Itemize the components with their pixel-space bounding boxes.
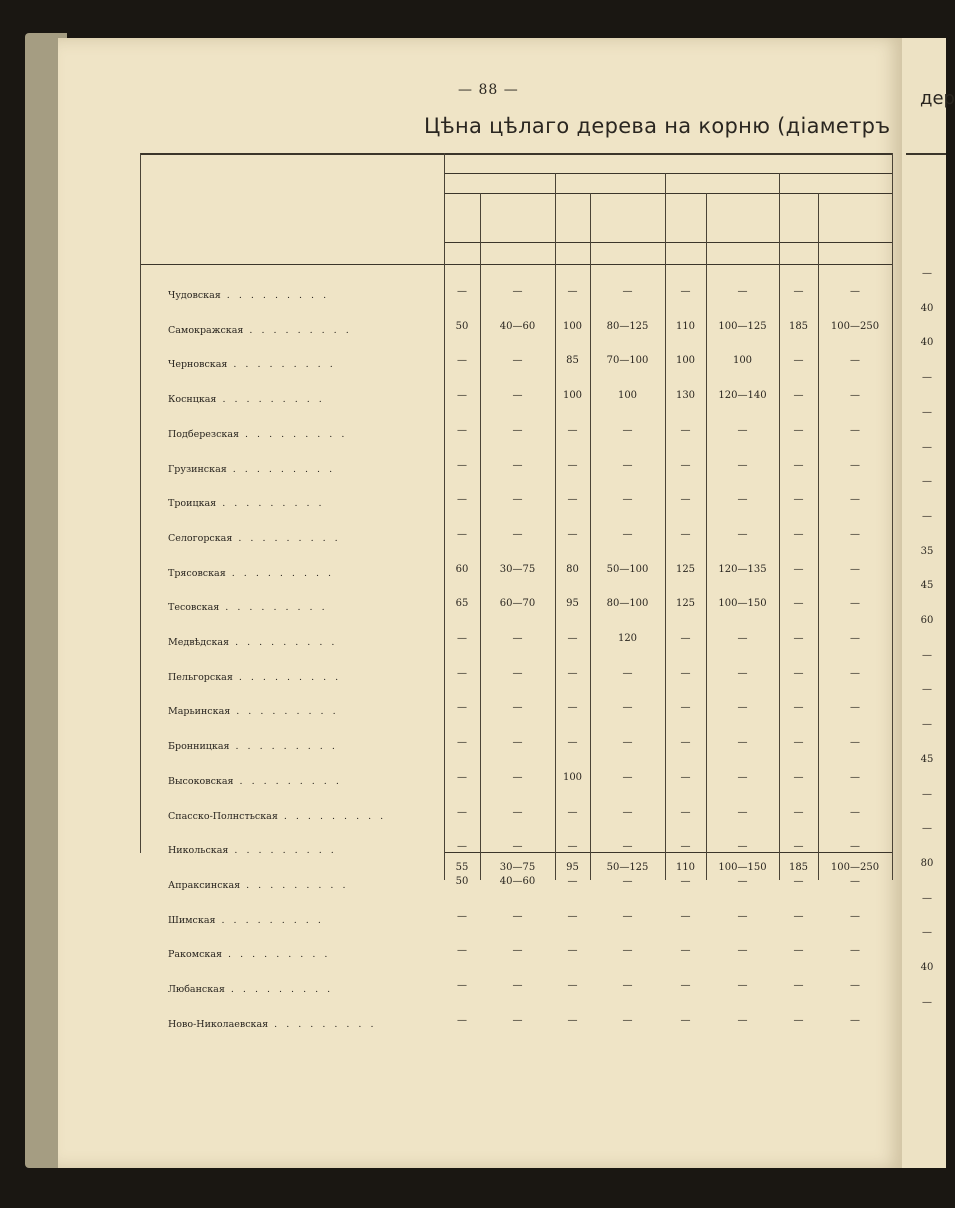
table-cell: —	[793, 841, 804, 853]
table-cell: —	[622, 980, 633, 991]
table-cell: —	[512, 390, 523, 402]
table-cell: 80—100	[606, 598, 649, 610]
page-number: — 88 —	[458, 82, 519, 98]
table-cell: —	[737, 806, 748, 818]
table-cell: —	[457, 494, 467, 506]
table-cell: —	[850, 910, 860, 922]
row-name-label: Селогорская	[168, 532, 233, 544]
table-cell: —	[457, 424, 467, 436]
row-name	[168, 429, 347, 440]
row-name	[168, 845, 337, 856]
table-cell: —	[850, 633, 860, 644]
row-name	[168, 915, 324, 926]
row-name-label: Троицкая	[168, 498, 217, 510]
table-cell: 110	[675, 320, 696, 332]
table-cell: —	[850, 737, 860, 749]
row-name	[168, 776, 342, 787]
row-name-label: Никольская	[168, 845, 229, 857]
table-cell: 120	[617, 633, 638, 644]
leader-dots: . . . . . . . . .	[232, 532, 341, 544]
row-name-label: Бронницкая	[168, 741, 230, 753]
table-cell: —	[850, 771, 860, 783]
table-cell: —	[512, 286, 523, 297]
total-cell: 50—125	[606, 862, 649, 873]
table-cell: —	[622, 737, 633, 749]
table-cell: 65	[455, 598, 469, 610]
table-cell: —	[622, 459, 633, 471]
table-cell: —	[457, 459, 467, 471]
facing-rule	[906, 153, 946, 155]
table-cell: —	[850, 459, 860, 471]
table-cell: —	[737, 945, 748, 957]
table-cell: —	[850, 598, 860, 610]
table-cell: —	[567, 806, 578, 818]
row-name-label: Пельгорская	[168, 671, 233, 683]
table-cell: —	[567, 633, 578, 644]
table-cell: —	[680, 841, 691, 853]
table-cell: —	[850, 806, 860, 818]
table-cell: —	[850, 494, 860, 506]
table-cell: 100—150	[718, 598, 767, 610]
leader-dots: . . . . . . . . .	[232, 671, 342, 683]
table-cell: —	[850, 980, 860, 991]
table-cell: —	[622, 286, 633, 297]
table-cell: —	[457, 980, 467, 991]
total-cell: 185	[788, 862, 809, 873]
leader-dots: . . . . . . . . .	[230, 706, 339, 718]
table-top-rule	[140, 153, 892, 155]
table-cell: 40—60	[499, 875, 536, 887]
table-cell: —	[622, 945, 633, 957]
table-cell: 95	[566, 598, 579, 610]
name-column-rule	[140, 153, 141, 853]
table-cell: —	[793, 771, 804, 783]
row-name-label: Самокражская	[168, 324, 244, 336]
table-cell: —	[850, 390, 860, 402]
leader-dots: . . . . . . . . .	[228, 845, 337, 857]
leader-dots: . . . . . . . . .	[219, 602, 328, 614]
page-title: Цѣна цѣлаго дерева на корню (діаметръ	[424, 114, 891, 138]
total-cell: 55	[455, 862, 469, 873]
table-cell: 100	[562, 771, 583, 783]
leader-dots: . . . . . . . . .	[227, 359, 336, 371]
table-cell: —	[793, 390, 804, 402]
table-cell: —	[567, 459, 578, 471]
table-cell: —	[680, 667, 691, 679]
row-name	[168, 741, 338, 752]
facing-cell: —	[922, 441, 932, 453]
row-name-label: Грузинская	[168, 463, 227, 475]
table-cell: —	[793, 1014, 804, 1026]
table-cell: —	[737, 286, 748, 297]
row-name-label: Медвѣдская	[168, 637, 230, 648]
row-name	[168, 672, 341, 683]
facing-cell: —	[922, 684, 932, 696]
table-cell: 30—75	[499, 563, 536, 575]
table-cell: —	[680, 633, 691, 644]
header-sub-rule	[444, 242, 892, 243]
leader-dots: . . . . . . . . .	[215, 914, 324, 926]
leader-dots: . . . . . . . . .	[216, 394, 325, 406]
table-cell: 40—60	[499, 320, 536, 332]
table-cell: —	[793, 563, 804, 575]
table-cell: —	[793, 910, 804, 922]
table-cell: —	[567, 737, 578, 749]
table-cell: —	[622, 875, 633, 887]
facing-cell: —	[922, 996, 932, 1008]
row-name	[168, 394, 325, 405]
row-name-label: Ракомская	[168, 949, 223, 961]
table-cell: —	[793, 702, 804, 714]
table-cell: —	[850, 355, 860, 367]
table-cell: —	[457, 355, 467, 367]
table-cell: —	[680, 424, 691, 436]
leader-dots: . . . . . . . . .	[229, 637, 338, 648]
facing-cell: —	[922, 268, 932, 279]
row-name-label: Черновская	[168, 359, 228, 371]
row-name-label: Тесовская	[168, 602, 220, 614]
facing-cell: —	[922, 788, 932, 800]
table-cell: —	[850, 702, 860, 714]
table-cell: —	[737, 494, 748, 506]
table-cell: —	[793, 355, 804, 367]
table-cell: —	[512, 702, 523, 714]
leader-dots: . . . . . . . . .	[243, 324, 352, 336]
table-cell: —	[512, 737, 523, 749]
table-cell: —	[850, 1014, 860, 1026]
leader-dots: . . . . . . . . .	[226, 463, 336, 475]
table-cell: —	[737, 528, 748, 540]
table-cell: —	[680, 702, 691, 714]
facing-cell: 45	[920, 753, 934, 765]
table-cell: —	[567, 702, 578, 714]
table-cell: —	[793, 945, 804, 957]
table-cell: —	[512, 945, 523, 957]
table-cell: —	[850, 424, 860, 436]
table-cell: 100	[675, 355, 696, 367]
row-name	[168, 811, 386, 822]
row-name	[168, 602, 328, 613]
facing-cell: 40	[920, 962, 934, 973]
table-cell: —	[457, 633, 467, 644]
header-size-rule	[444, 193, 892, 194]
table-cell: —	[622, 806, 633, 818]
table-cell: —	[793, 806, 804, 818]
leader-dots: . . . . . . . . .	[229, 741, 338, 753]
table-cell: —	[512, 528, 523, 540]
row-name-label: Подберезская	[168, 428, 239, 440]
row-name-label: Чудовская	[168, 290, 221, 301]
row-name	[168, 706, 339, 717]
facing-cell: —	[922, 510, 932, 522]
table-cell: —	[512, 980, 523, 991]
facing-cell: —	[922, 823, 932, 835]
table-cell: —	[737, 1014, 748, 1026]
leader-dots: . . . . . . . . .	[224, 984, 334, 995]
table-cell: —	[457, 702, 467, 714]
leader-dots: . . . . . . . . .	[240, 879, 349, 891]
table-cell: —	[737, 667, 748, 679]
table-cell: —	[567, 494, 578, 506]
table-cell: —	[457, 737, 467, 749]
facing-cell: —	[922, 372, 932, 384]
table-cell: —	[622, 771, 633, 783]
facing-cell: —	[922, 649, 932, 661]
table-cell: —	[622, 667, 633, 679]
row-name-label: Ново-Николаевская	[168, 1018, 269, 1030]
table-cell: —	[793, 633, 804, 644]
total-cell: 30—75	[499, 862, 536, 873]
facing-cell: 40	[920, 337, 934, 349]
table-cell: —	[622, 841, 633, 853]
facing-cell: —	[922, 406, 932, 418]
table-cell: —	[680, 910, 691, 922]
leader-dots: . . . . . . . . .	[222, 949, 331, 961]
facing-cell: —	[922, 927, 932, 939]
facing-cell: 60	[920, 615, 934, 626]
table-cell: —	[850, 945, 860, 957]
table-cell: —	[680, 494, 691, 506]
table-cell: —	[680, 459, 691, 471]
table-cell: 100—250	[830, 320, 880, 332]
facing-cell: 40	[920, 302, 934, 314]
row-name	[168, 325, 352, 336]
row-name-label: Высоковская	[168, 775, 234, 787]
table-cell: 60—70	[499, 598, 536, 610]
facing-cell: 80	[920, 857, 934, 869]
facing-cell: —	[922, 719, 932, 731]
table-cell: —	[567, 980, 578, 991]
table-cell: —	[737, 737, 748, 749]
table-cell: —	[850, 563, 860, 575]
table-cell: —	[622, 910, 633, 922]
table-cell: —	[512, 771, 523, 783]
leader-dots: . . . . . . . . .	[216, 498, 325, 510]
row-name	[168, 568, 334, 579]
table-cell: —	[850, 286, 860, 297]
table-cell: 125	[675, 563, 696, 575]
table-cell: 50—100	[606, 563, 649, 575]
table-cell: —	[737, 424, 748, 436]
header-species-rule	[444, 173, 892, 174]
table-cell: 60	[455, 563, 469, 575]
facing-cell: 45	[920, 580, 934, 592]
table-cell: —	[737, 459, 748, 471]
table-cell: —	[567, 286, 578, 297]
row-name	[168, 498, 325, 509]
table-cell: 185	[788, 320, 809, 332]
table-cell: —	[457, 667, 467, 679]
table-cell: —	[622, 702, 633, 714]
leader-dots: . . . . . . . . .	[233, 775, 342, 787]
table-cell: 80	[566, 563, 579, 575]
table-cell: —	[793, 737, 804, 749]
table-cell: —	[567, 841, 578, 853]
total-cell: 100—150	[718, 862, 767, 873]
facing-cell: 35	[920, 545, 934, 557]
row-name	[168, 533, 341, 544]
table-cell: —	[793, 494, 804, 506]
table-cell: —	[567, 910, 578, 922]
table-cell: —	[793, 875, 804, 887]
table-cell: —	[457, 1014, 467, 1026]
table-cell: —	[567, 1014, 578, 1026]
table-cell: —	[512, 459, 523, 471]
table-cell: 70—100	[606, 355, 649, 367]
total-cell: 110	[675, 862, 696, 873]
table-cell: —	[793, 980, 804, 991]
table-cell: —	[850, 841, 860, 853]
table-cell: 100—125	[718, 320, 767, 332]
table-cell: —	[793, 528, 804, 540]
table-cell: —	[850, 528, 860, 540]
table-cell: —	[680, 945, 691, 957]
row-name	[168, 1019, 377, 1030]
table-cell: —	[737, 910, 748, 922]
row-name	[168, 984, 333, 995]
table-cell: 50	[455, 875, 469, 887]
row-name	[168, 880, 348, 891]
facing-cell: —	[922, 476, 932, 488]
table-cell: —	[512, 841, 523, 853]
table-cell: —	[622, 494, 633, 506]
leader-dots: . . . . . . . . .	[277, 810, 387, 822]
table-cell: —	[512, 1014, 523, 1026]
leader-dots: . . . . . . . . .	[268, 1018, 377, 1030]
table-cell: —	[737, 771, 748, 783]
table-cell: 120—135	[718, 563, 767, 575]
table-cell: —	[457, 841, 467, 853]
table-cell: —	[737, 841, 748, 853]
table-cell: —	[680, 737, 691, 749]
row-name-label: Трясовская	[168, 567, 226, 579]
table-cell: —	[457, 390, 467, 402]
row-name-label: Спасско-Полнстьская	[168, 810, 278, 822]
column-rule	[892, 153, 893, 880]
table-cell: 50	[455, 320, 469, 332]
table-cell: —	[850, 875, 860, 887]
row-name	[168, 290, 329, 301]
table-cell: —	[622, 528, 633, 540]
table-cell: —	[793, 667, 804, 679]
row-name	[168, 637, 337, 648]
table-cell: 100	[732, 355, 753, 367]
table-cell: —	[567, 528, 578, 540]
row-name	[168, 949, 330, 960]
table-cell: —	[457, 945, 467, 957]
leader-dots: . . . . . . . . .	[239, 428, 348, 440]
table-cell: —	[457, 528, 467, 540]
row-name-label: Апраксинская	[168, 879, 241, 891]
table-cell: 100	[562, 320, 583, 332]
table-cell: 85	[566, 355, 579, 367]
total-cell: 100—250	[830, 862, 880, 873]
table-cell: —	[680, 771, 691, 783]
table-cell: —	[680, 528, 691, 540]
table-cell: —	[512, 424, 523, 436]
table-cell: —	[457, 771, 467, 783]
total-cell: 95	[566, 862, 579, 873]
table-cell: —	[793, 286, 804, 297]
table-cell: —	[680, 980, 691, 991]
table-cell: 100	[617, 390, 638, 402]
row-name-label: Марьинская	[168, 706, 231, 718]
leader-dots: . . . . . . . . .	[225, 567, 335, 579]
table-cell: —	[457, 910, 467, 922]
table-cell: 80—125	[606, 320, 649, 332]
table-cell: —	[567, 945, 578, 957]
row-name	[168, 359, 336, 370]
row-name	[168, 464, 335, 475]
table-cell: 130	[675, 390, 696, 402]
table-cell: —	[680, 806, 691, 818]
table-cell: —	[512, 355, 523, 367]
row-name-label: Коснцкая	[168, 394, 217, 406]
table-cell: 100	[562, 390, 583, 402]
table-cell: —	[737, 980, 748, 991]
facing-cell: —	[922, 892, 932, 904]
table-cell: —	[512, 806, 523, 818]
table-cell: —	[793, 598, 804, 610]
table-cell: —	[737, 875, 748, 887]
table-cell: 120—140	[718, 390, 767, 402]
table-cell: —	[850, 667, 860, 679]
table-cell: —	[567, 667, 578, 679]
facing-page-title: дер	[920, 88, 955, 109]
table-cell: —	[793, 424, 804, 436]
table-cell: —	[622, 1014, 633, 1026]
table-cell: —	[737, 702, 748, 714]
table-cell: —	[512, 910, 523, 922]
table-cell: —	[680, 875, 691, 887]
table-cell: —	[737, 633, 748, 644]
table-cell: —	[622, 424, 633, 436]
table-cell: —	[457, 286, 467, 297]
table-cell: —	[512, 633, 523, 644]
table-cell: —	[457, 806, 467, 818]
table-cell: —	[567, 875, 578, 887]
table-cell: —	[512, 494, 523, 506]
table-cell: 125	[675, 598, 696, 610]
table-cell: —	[567, 424, 578, 436]
table-cell: —	[680, 1014, 691, 1026]
table-cell: —	[680, 286, 691, 297]
table-cell: —	[512, 667, 523, 679]
leader-dots: . . . . . . . . .	[220, 290, 330, 301]
row-name-label: Любанская	[168, 984, 225, 995]
table-cell: —	[793, 459, 804, 471]
row-name-label: Шимская	[168, 914, 216, 926]
